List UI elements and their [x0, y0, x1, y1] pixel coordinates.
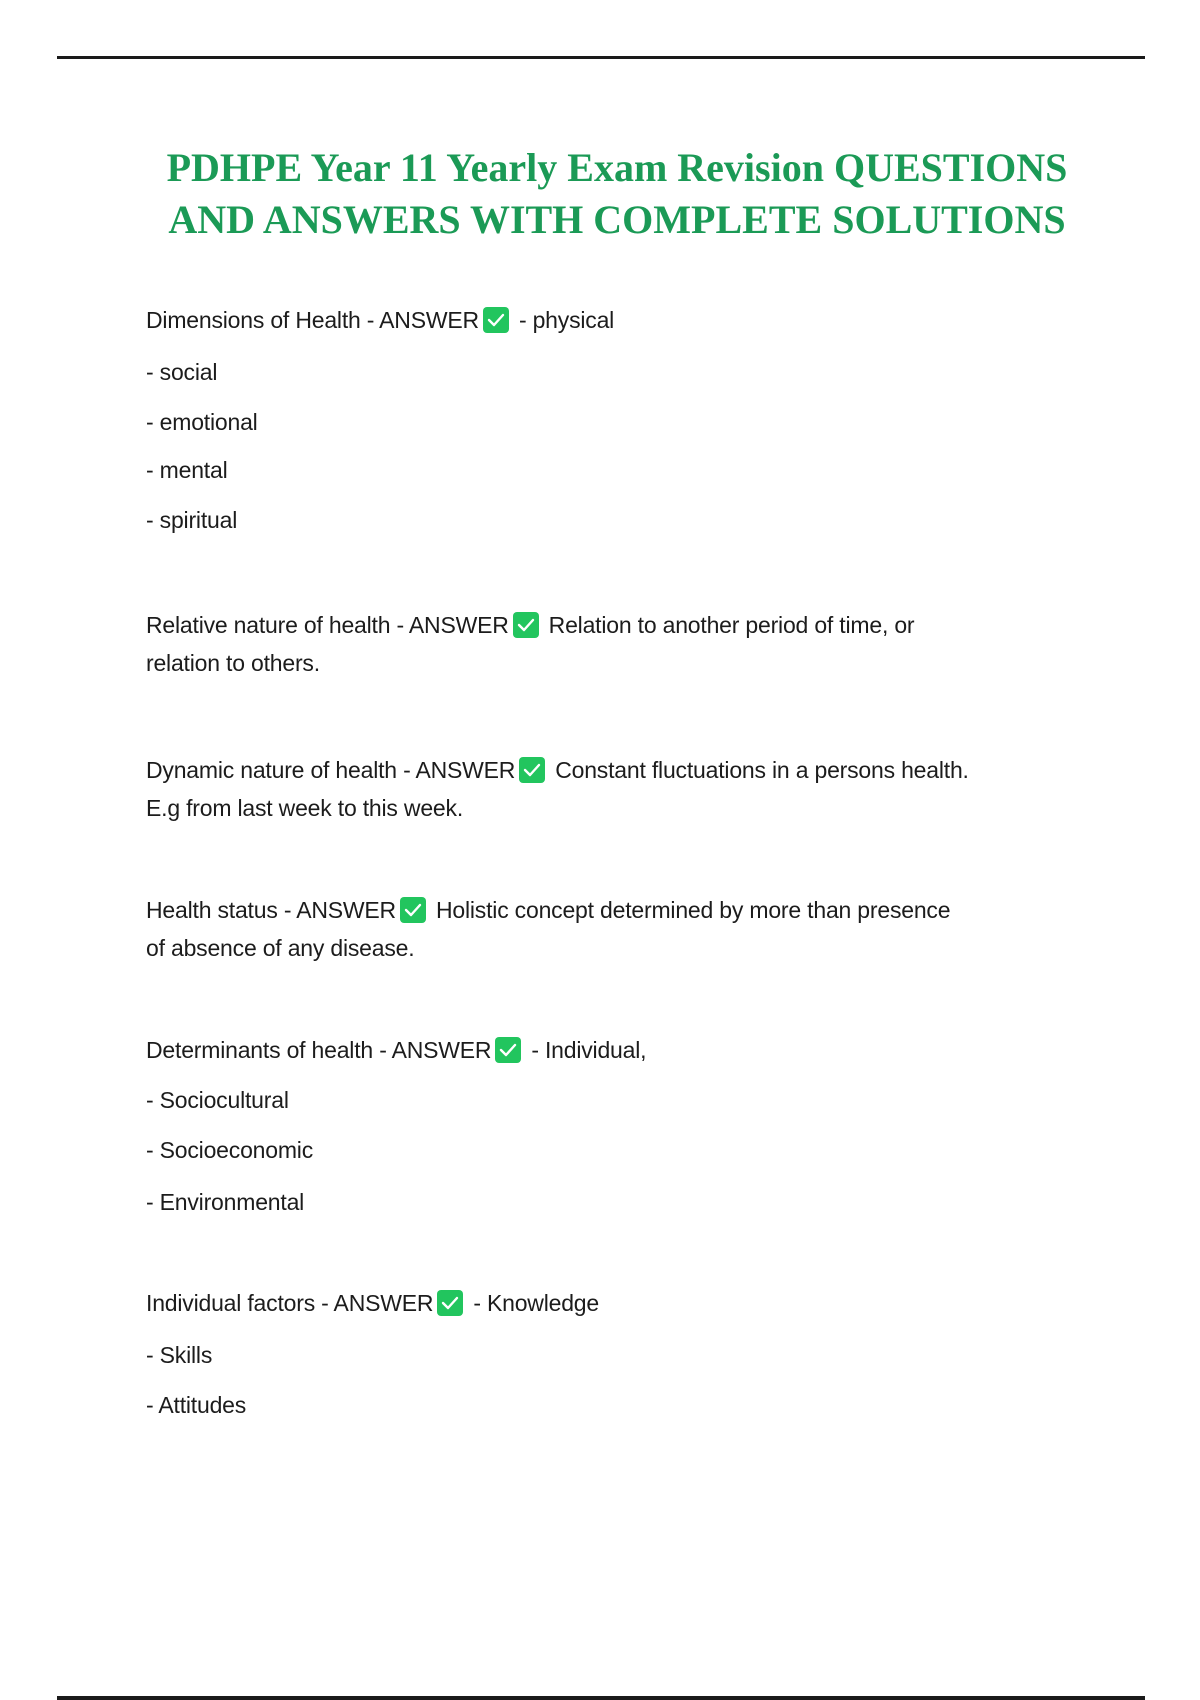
top-rule: [57, 56, 1145, 59]
answer-list-item: - emotional: [146, 409, 258, 435]
answer-text: Relation to another period of time, or: [548, 612, 915, 638]
answer-list-item: - Socioeconomic: [146, 1137, 314, 1163]
answer-continuation: relation to others.: [146, 650, 320, 676]
answer-list-item: - Skills: [146, 1342, 213, 1368]
qa-item-dynamic-nature-of-health: [146, 751, 1096, 827]
qa-item-individual-factors: [146, 1284, 599, 1322]
title-line-1: PDHPE Year 11 Yearly Exam Revision QUESTIONS: [166, 145, 1068, 190]
qa-item-dimensions-of-health: [146, 301, 614, 339]
title-line-2: AND ANSWERS WITH COMPLETE SOLUTIONS: [168, 197, 1066, 242]
question-text: Health status - ANSWER: [146, 897, 396, 923]
document-title: [130, 142, 1104, 246]
answer-text: Holistic concept determined by more than presence: [435, 897, 951, 923]
qa-item-relative-nature-of-health: [146, 606, 1096, 682]
answer-continuation: E.g from last week to this week.: [146, 795, 464, 821]
answer-list-item: - social: [146, 359, 218, 385]
qa-item-health-status: [146, 891, 1096, 967]
check-box-icon: [513, 612, 539, 638]
question-text: Determinants of health - ANSWER: [146, 1037, 492, 1063]
answer-text: - Knowledge: [473, 1290, 599, 1316]
answer-text: - physical: [518, 307, 615, 333]
question-text: Dynamic nature of health - ANSWER: [146, 757, 516, 783]
answer-text: Constant fluctuations in a persons health.: [555, 757, 969, 783]
question-text: Dimensions of Health - ANSWER: [146, 307, 479, 333]
answer-continuation: of absence of any disease.: [146, 935, 415, 961]
check-box-icon: [437, 1290, 463, 1316]
check-box-icon: [519, 757, 545, 783]
answer-list-item: - mental: [146, 457, 228, 483]
question-text: Relative nature of health - ANSWER: [146, 612, 509, 638]
answer-list-item: - Attitudes: [146, 1392, 247, 1418]
answer-text: - Individual,: [531, 1037, 647, 1063]
check-box-icon: [495, 1037, 521, 1063]
check-box-icon: [483, 307, 509, 333]
question-text: Individual factors - ANSWER: [146, 1290, 434, 1316]
answer-list-item: - Sociocultural: [146, 1087, 289, 1113]
answer-list-item: - Environmental: [146, 1189, 305, 1215]
bottom-rule: [57, 1696, 1145, 1700]
check-box-icon: [400, 897, 426, 923]
qa-item-determinants-of-health: [146, 1031, 646, 1069]
answer-list-item: - spiritual: [146, 507, 238, 533]
